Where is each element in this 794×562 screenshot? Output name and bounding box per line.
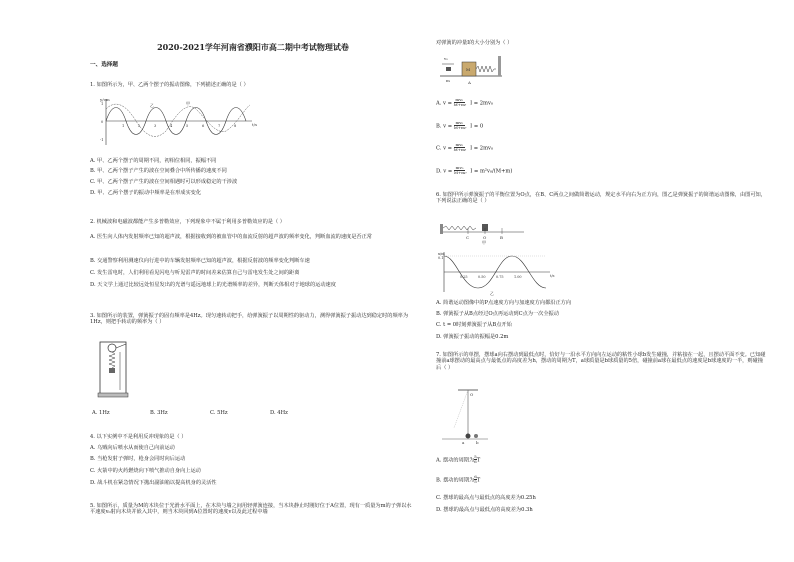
q1-ytick: 0 (101, 120, 104, 124)
q1-tick: 6 (202, 124, 205, 128)
section-heading: 一、选择题 (90, 62, 118, 68)
q5-option-c: C. v = $\frac{\text{mv₀}}{M+m}$ ，I = 2mv₀ (436, 142, 494, 153)
q7-pendulum-figure (440, 386, 490, 448)
q1-yi-label: 乙 (150, 103, 154, 108)
q1-tick: 3 (154, 124, 157, 128)
q6-tick: 0.50 (478, 275, 486, 279)
q5-option-b: B. v = $\frac{\text{mv₀}}{M+m}$ ，I = 0 (436, 120, 484, 131)
q7-O-label: O (470, 392, 474, 397)
q6-option-c: C. t = 0时刻弹簧振子从B点开始 (436, 322, 512, 328)
q6-C-label: C (466, 235, 470, 240)
q1-option-c: C. 甲、乙两个摆子产生的波在空间相遇时可以形成稳定的干涉波 (90, 179, 238, 185)
q4-option-a: A. 乌贼向后喷水从而使自己向前运动 (90, 445, 175, 451)
page-title: 2020-2021学年河南省濮阳市高二期中考试物理试卷 (157, 42, 349, 52)
q5-A-label: A (468, 80, 471, 85)
q6-tick: 0.75 (496, 275, 504, 279)
q5-v0-label: v₀ (444, 56, 448, 61)
q1-tick: 5 (186, 124, 189, 128)
q7-stem: 7. 如图所示的单摆，摆球a向右摆动到最低点时，恰好与一沿水平方向向左运动的粘性小球b发生碰撞，并粘接在一起，且摆动平面不变。已知碰撞前a球摆动的最高点与最低点的高度差为h，摆动的周期为T，a球质量是b球质量的5倍，碰撞前a球在最低点的速度是b球速度的一半，则碰撞后（ ） (436, 352, 766, 371)
q1-tick: 4 (170, 124, 173, 128)
q6-yi-label: 乙 (490, 291, 494, 296)
q3-option-c: C. 5Hz (210, 410, 228, 416)
q6-xlabel: t/s (550, 274, 555, 278)
q1-option-b: B. 甲、乙两个摆子产生的波在空间叠合中所传播的速度不同 (90, 168, 227, 174)
q3-option-a: A. 1Hz (92, 410, 110, 416)
q1-option-a: A. 甲、乙两个摆子的周期不同，初相位相同，振幅不同 (90, 158, 217, 164)
q4-option-b: B. 当枪发射子弹时，枪身会同时向后运动 (90, 456, 186, 462)
q6-jia-label: 甲 (482, 240, 486, 245)
q4-stem: 4. 以下实例中不是利用反冲现象的是（ ） (90, 434, 187, 440)
q6-B-label: B (500, 235, 503, 240)
q5-option-d: D. v = $\frac{\text{mv₀}}{M+m}$ ，I = m²v₀/(M+m) (436, 165, 513, 176)
q3-stem: 3. 如图所示的装置，弹簧振子的固有频率是4Hz。现匀速转动把手，给弹簧振子以周期性的驱动力，测得弹簧振子振动达到稳定时的频率为1Hz，则把手转动的频率为（ ） (90, 313, 409, 326)
q1-ytick: -1 (100, 138, 104, 142)
q1-ytick: 1 (101, 102, 104, 106)
q6-stem: 6. 如图甲所示弹簧振子的平衡位置为O点，在B、C两点之间做简谐运动，规定水平向右为正方向，图乙是弹簧振子的简谐运动图像，由图可知，下列说法正确的是（ ） (436, 192, 766, 205)
q4-option-c: C. 火箭中的火药燃烧向下喷气推动自身向上运动 (90, 468, 201, 474)
q7-option-b: B. 摆动的周期为 $\frac{6}{5}$ T (436, 474, 481, 485)
q1-tick: 7 (218, 124, 221, 128)
q5-M-label: M (466, 67, 471, 72)
q6-tick: 0.25 (460, 275, 468, 279)
q5-continued: 对弹簧的冲量I的大小分别为（ ） (436, 40, 513, 46)
q5-block-spring-figure (440, 52, 504, 86)
q7-option-a: A. 摆动的周期为 $\frac{5}{6}$ T (436, 454, 481, 465)
q2-option-b: B. 交通警察利用测速仪向行进中的车辆发射频率已知的超声波，根据反射波的频率变化判断车速 (90, 258, 310, 264)
q3-option-d: D. 4Hz (270, 410, 288, 416)
q1-tick: 8 (234, 124, 237, 128)
q4-option-d: D. 战斗机在紧急情况下抛出副油箱以提高机身的灵活性 (90, 480, 217, 486)
q7-option-c: C. 摆球的最高点与最低点的高度差为0.25h (436, 495, 536, 501)
q1-vibration-graph (100, 95, 260, 150)
q1-ylabel: y/cm (100, 97, 110, 102)
q3-option-b: B. 3Hz (150, 410, 168, 416)
q6-tick: 1.00 (514, 275, 522, 279)
q6-ytick: 0.1 (438, 256, 444, 260)
q2-stem: 2. 机械波和电磁波都能产生多普勒效应，下列现象中不属于利用多普勒效应的是（ ） (90, 219, 285, 225)
q5-m-label: m (446, 78, 450, 83)
q5-option-a: A. v = $\frac{\text{mv₀}}{M+m}$ ，I = 2mv₀ (436, 97, 493, 108)
q5-stem: 5. 如图所示，质量为M的木块位于光滑水平面上，在木块与墙之间用轻弹簧连接，当木块静止时刚好位于A位置，现有一质量为m的子弹以水平速度v₀射向木块并嵌入其中，则当木块回到A位置时的速度v以及此过程中墙 (90, 503, 412, 516)
q6-spring-oscillator-figure (438, 214, 528, 244)
q6-option-a: A. 简谐运动图像中的P点速度方向与加速度方向都沿正方向 (436, 300, 572, 306)
q1-option-d: D. 甲、乙两个摆子的振动中频率是在形成实变化 (90, 190, 202, 196)
q2-option-c: C. 发生雷电时，人们利用看见闪电与听见雷声的时间差来估算自己与雷电发生处之间的距离 (90, 270, 300, 276)
q2-option-d: D. 天文学上通过比较远处恒星发出的光谱与遥远地球上的光谱频率的差异，判断天体相对于地球的运动速度 (90, 282, 336, 288)
q6-position-time-graph (438, 250, 558, 296)
q1-jia-label: 甲 (186, 101, 190, 106)
q6-O-label: O (483, 235, 487, 240)
q1-tick: 2 (138, 124, 141, 128)
q6-option-d: D. 弹簧振子振动的振幅是0.2m (436, 334, 509, 340)
q3-spring-apparatus (96, 338, 132, 398)
q1-tick: 1 (122, 124, 125, 128)
q7-option-d: D. 摆球的最高点与最低点的高度差为0.3h (436, 507, 533, 513)
q1-stem: 1. 如图所示为，甲、乙两个摆子的振动图像，下列描述正确的是（ ） (90, 82, 249, 88)
q6-ylabel: x/m (438, 252, 445, 256)
q2-option-a: A. 医生向人体内发射频率已知的超声波，根据接收到的被血管中的血流反射的超声波的频率变化，判断血流的速度是否正常 (90, 234, 372, 240)
q7-a-label: a (462, 440, 465, 445)
q7-b-label: b (476, 440, 479, 445)
q1-xlabel: t/s (252, 122, 258, 127)
q6-option-b: B. 弹簧振子从B点经过O点再运动到C点为一次全振动 (436, 311, 559, 317)
